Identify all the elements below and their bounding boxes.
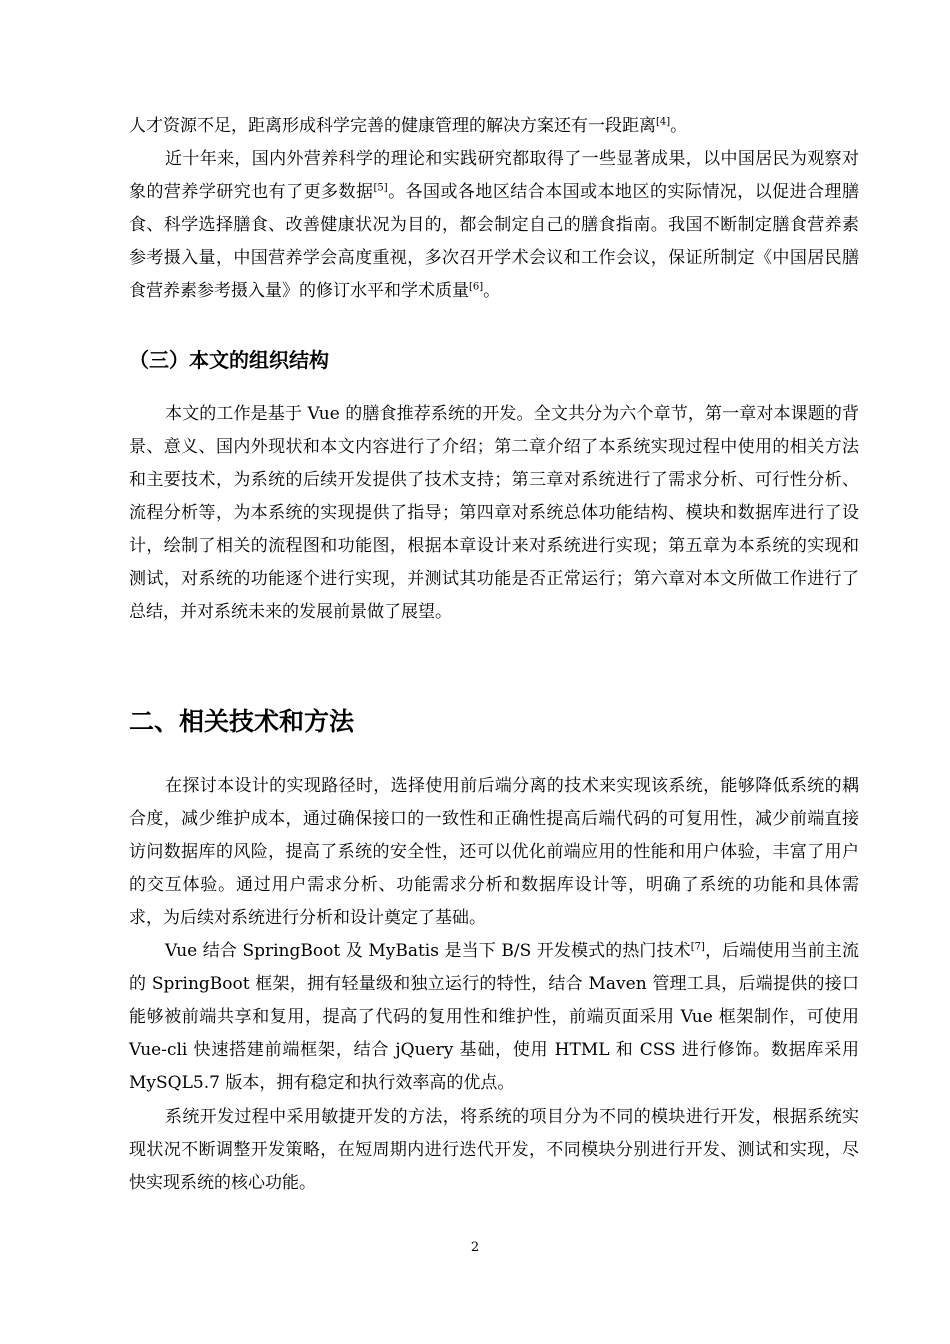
paragraph-agile: 系统开发过程中采用敏捷开发的方法，将系统的项目分为不同的模块进行开发，根据系统实现状况不断调整开发策略，在短周期内进行迭代开发，不同模块分别进行开发、测试和实现，尽快实现系统的核心功能。 [129, 1107, 859, 1193]
paragraph-tech-stack: Vue 结合 SpringBoot 及 MyBatis 是当下 B/S 开发模式的热门技术[7]，后端使用当前主流的 SpringBoot 框架，拥有轻量级和独立运行的特性，结合 Maven 管理工具，后端提供的接口能够被前端共享和复用，提高了代码的复用性和维护性，前端页面采用 Vue 框架制作，可使用 Vue-cli 快速搭建前端框架，结合 jQuery 基础，使用 HTML 和 CSS 进行修饰。数据库采用 MySQL5.7 版本，拥有稳定和执行效率高的优点。 [129, 941, 859, 1093]
page-number: 2 [470, 1240, 480, 1255]
paragraph-organization: 本文的工作是基于 Vue 的膳食推荐系统的开发。全文共分为六个章节，第一章对本课题的背景、意义、国内外现状和本文内容进行了介绍；第二章介绍了本系统实现过程中使用的相关方法和主要技术，为系统的后续开发提供了技术支持；第三章对系统进行了需求分析、可行性分析、流程分析等，为本系统的实现提供了指导；第四章对系统总体功能结构、模块和数据库进行了设计，绘制了相关的流程图和功能图，根据本章设计来对系统进行实现；第五章为本系统的实现和测试，对系统的功能逐个进行实现，并测试其功能是否正常运行；第六章对本文所做工作进行了总结，并对系统未来的发展前景做了展望。 [129, 404, 859, 622]
chapter-heading: 二、相关技术和方法 [129, 707, 355, 736]
section-heading: （三）本文的组织结构 [129, 348, 329, 372]
citation: [5] [373, 182, 388, 194]
citation: [7] [690, 941, 705, 953]
citation: [4] [656, 116, 671, 128]
citation: [6] [469, 281, 484, 293]
paragraph-nutrition-research: 近十年来，国内外营养科学的理论和实践研究都取得了一些显著成果，以中国居民为观察对象的营养学研究也有了更多数据[5]。各国或各地区结合本国或本地区的实际情况，以促进合理膳食、科学选择膳食、改善健康状况为目的，都会制定自己的膳食指南。我国不断制定膳食营养素参考摄入量，中国营养学会高度重视，多次召开学术会议和工作会议，保证所制定《中国居民膳食营养素参考摄入量》的修订水平和学术质量[6]。 [129, 149, 860, 301]
paragraph-architecture: 在探讨本设计的实现路径时，选择使用前后端分离的技术来实现该系统，能够降低系统的耦合度，减少维护成本，通过确保接口的一致性和正确性提高后端代码的可复用性，减少前端直接访问数据库的风险，提高了系统的安全性，还可以优化前端应用的性能和用户体验，丰富了用户的交互体验。通过用户需求分析、功能需求分析和数据库设计等，明确了系统的功能和具体需求，为后续对系统进行分析和设计奠定了基础。 [129, 776, 859, 928]
paragraph-continuation: 人才资源不足，距离形成科学完善的健康管理的解决方案还有一段距离[4]。 [129, 116, 688, 136]
